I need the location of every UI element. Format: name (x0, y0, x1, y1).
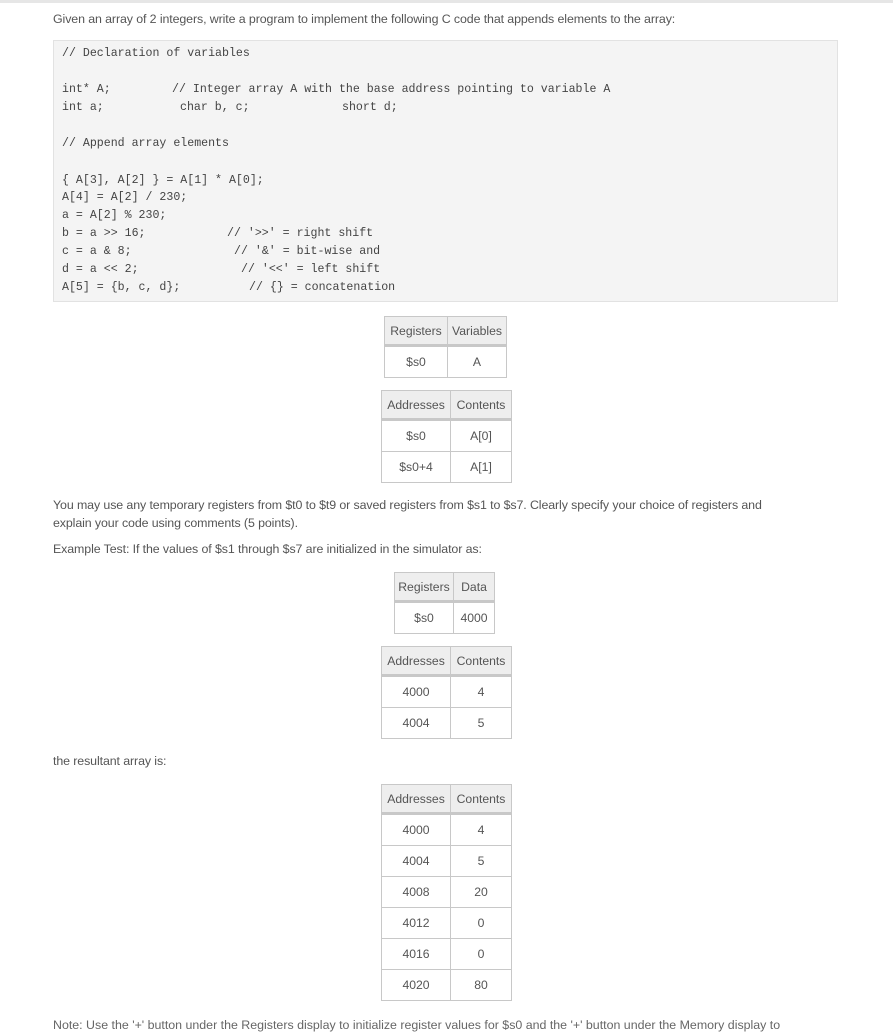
addresses-contents-table (381, 390, 512, 483)
table-cell: 4020 (382, 970, 451, 1001)
table-header: Data (454, 573, 495, 602)
registers-data-table (394, 572, 495, 634)
instructions-line-1: You may use any temporary registers from $t0 to $t9 or saved registers from $s1 to $s7. Clearly specify your choice of registers and (53, 498, 762, 512)
table-cell: 4000 (382, 676, 451, 708)
table-cell: 4008 (382, 877, 451, 908)
code-line: // Declaration of variables (62, 47, 250, 60)
table-header: Contents (451, 647, 512, 676)
code-line: b = a >> 16; (62, 227, 146, 240)
code-line: char b, c; (180, 101, 250, 114)
example-test-text: Example Test: If the values of $s1 through $s7 are initialized in the simulator as: (53, 542, 482, 556)
code-line: { A[3], A[2] } = A[1] * A[0]; (62, 174, 264, 187)
top-divider (0, 0, 893, 3)
question-intro: Given an array of 2 integers, write a program to implement the following C code that appends elements to the array: (53, 12, 676, 26)
table-header: Addresses (382, 785, 451, 814)
table-cell: $s0 (382, 420, 451, 452)
code-comment: // '&' = bit-wise and (234, 245, 381, 258)
table-cell: 4004 (382, 846, 451, 877)
code-comment: // '>>' = right shift (227, 227, 374, 240)
code-comment: // {} = concatenation (249, 281, 396, 294)
code-line: c = a & 8; (62, 245, 132, 258)
table-header: Variables (448, 317, 507, 346)
instructions-line-2: explain your code using comments (5 points). (53, 516, 298, 530)
code-comment: // '<<' = left shift (241, 263, 381, 276)
table-cell: 4000 (382, 814, 451, 846)
table-cell: $s0+4 (382, 452, 451, 483)
code-block (53, 40, 838, 302)
registers-variables-table (384, 316, 507, 378)
code-line: A[5] = {b, c, d}; (62, 281, 181, 294)
table-cell: A (448, 346, 507, 378)
code-line: d = a << 2; (62, 263, 139, 276)
table-cell: 4004 (382, 708, 451, 739)
table-cell: $s0 (395, 602, 454, 634)
code-line: int a; (62, 101, 104, 114)
table-header: Addresses (382, 647, 451, 676)
table-header: Addresses (382, 391, 451, 420)
table-header: Contents (451, 785, 512, 814)
table-cell: A[1] (451, 452, 512, 483)
cutoff-note-text: Note: Use the '+' button under the Registers display to initialize register values for $s0 and the '+' button under the Memory display to (53, 1018, 781, 1032)
resultant-array-text: the resultant array is: (53, 754, 167, 768)
table-cell: 4012 (382, 908, 451, 939)
table-cell: 0 (451, 908, 512, 939)
code-comment: // Integer array A with the base address pointing to variable A (172, 83, 611, 96)
table-header: Contents (451, 391, 512, 420)
code-line: A[4] = A[2] / 230; (62, 191, 188, 204)
table-header: Registers (385, 317, 448, 346)
table-cell: 80 (451, 970, 512, 1001)
table-cell: 5 (451, 708, 512, 739)
resultant-memory-table (381, 784, 512, 1001)
code-line: short d; (342, 101, 398, 114)
table-cell: $s0 (385, 346, 448, 378)
table-cell: 0 (451, 939, 512, 970)
table-cell: 4000 (454, 602, 495, 634)
initial-memory-table (381, 646, 512, 739)
table-cell: A[0] (451, 420, 512, 452)
table-header: Registers (395, 573, 454, 602)
code-comment: // Append array elements (62, 137, 229, 150)
code-line: a = A[2] % 230; (62, 209, 167, 222)
table-cell: 4 (451, 676, 512, 708)
table-cell: 4 (451, 814, 512, 846)
table-cell: 20 (451, 877, 512, 908)
code-line: int* A; (62, 83, 111, 96)
table-cell: 4016 (382, 939, 451, 970)
table-cell: 5 (451, 846, 512, 877)
